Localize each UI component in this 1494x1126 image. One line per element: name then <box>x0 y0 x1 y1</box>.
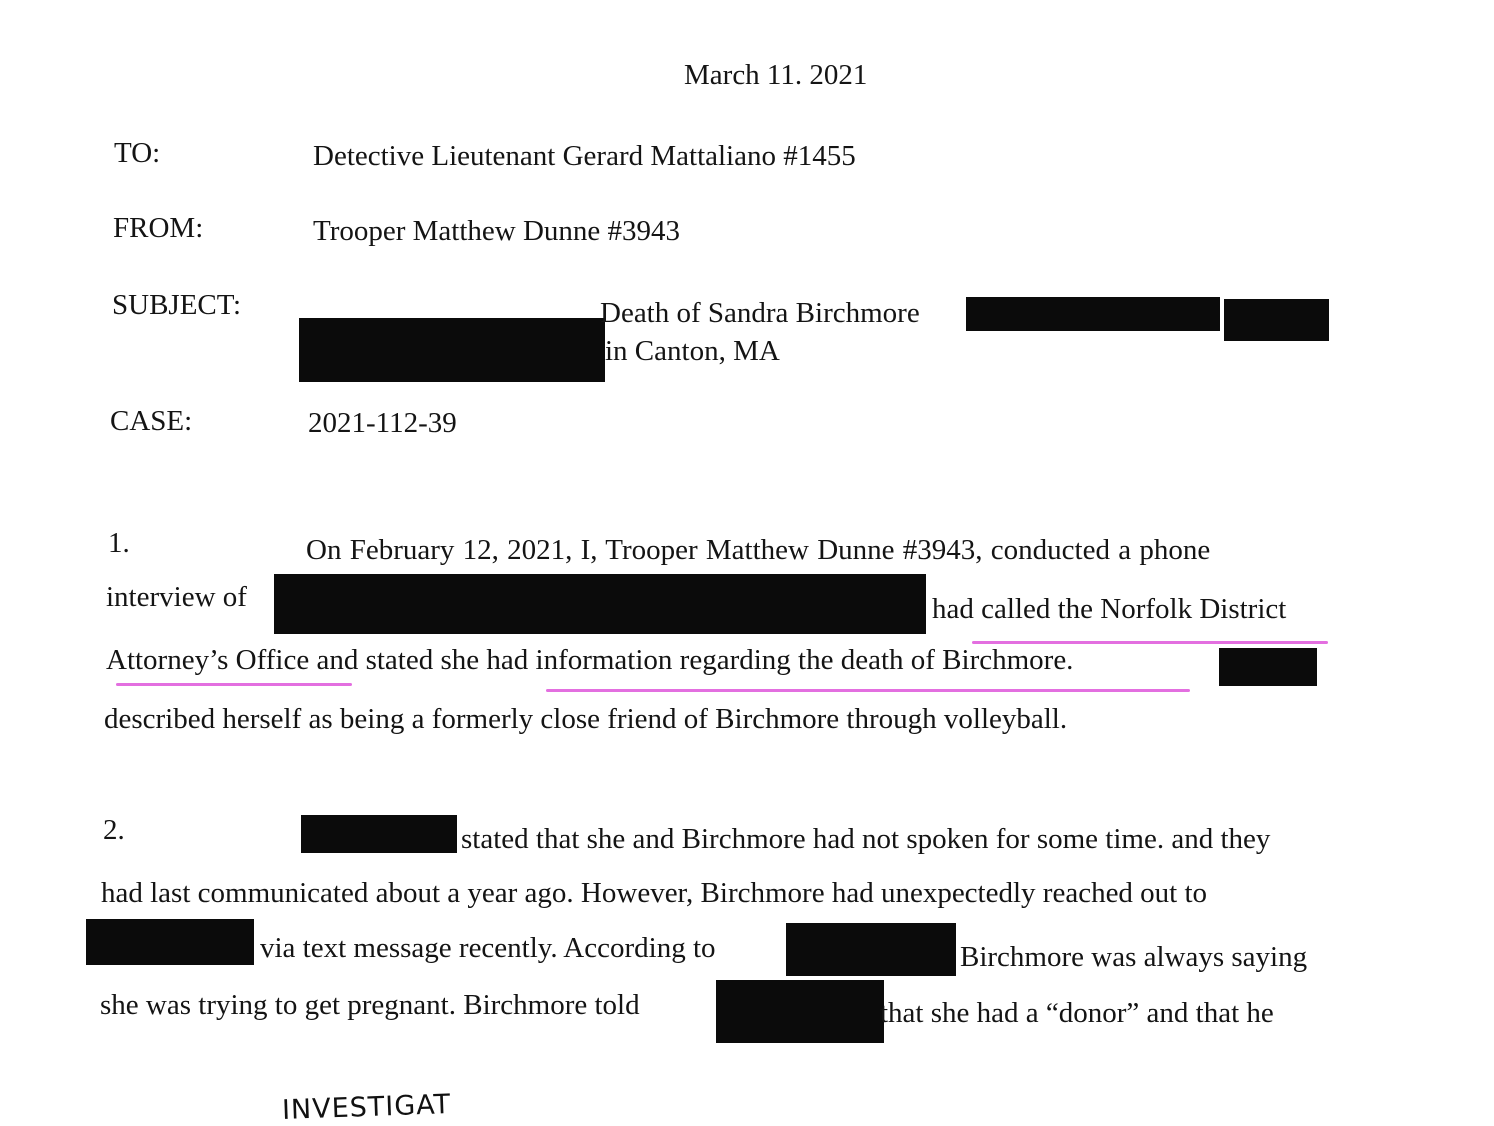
highlight-underline <box>116 683 352 686</box>
case-value: 2021-112-39 <box>308 407 457 439</box>
paragraph-number: 1. <box>108 527 130 559</box>
from-label: FROM: <box>113 212 204 244</box>
from-value: Trooper Matthew Dunne #3943 <box>313 215 681 247</box>
redaction-block <box>274 574 926 634</box>
paragraph-line: that she had a “donor” and that he <box>880 997 1274 1029</box>
paragraph-line: had called the Norfolk District <box>932 593 1287 625</box>
paragraph-line: Attorney’s Office and stated she had information regarding the death of Birchmore. <box>106 644 1074 676</box>
paragraph-line: had last communicated about a year ago. However, Birchmore had unexpectedly reached out to <box>101 877 1208 909</box>
redaction-block <box>716 980 884 1043</box>
to-value: Detective Lieutenant Gerard Mattaliano #1455 <box>313 140 856 172</box>
paragraph-number: 2. <box>103 814 125 846</box>
paragraph-line: via text message recently. According to <box>260 932 716 964</box>
redaction-block <box>1219 648 1317 686</box>
case-label: CASE: <box>110 405 193 437</box>
redaction-block <box>786 923 956 976</box>
redaction-block <box>299 318 605 382</box>
redaction-block <box>301 815 457 853</box>
subject-line-2: in Canton, MA <box>605 335 780 367</box>
subject-line-1: Death of Sandra Birchmore <box>600 297 920 329</box>
paragraph-line: interview of <box>106 581 247 613</box>
redaction-block <box>966 297 1220 331</box>
redaction-block <box>1224 299 1329 341</box>
paragraph-line: Birchmore was always saying <box>960 941 1308 973</box>
paragraph-line: described herself as being a formerly close friend of Birchmore through volleyball. <box>104 703 1068 735</box>
investigation-stamp: INVESTIGAT <box>281 1089 452 1126</box>
memo-date: March 11. 2021 <box>684 59 868 91</box>
paragraph-line: she was trying to get pregnant. Birchmore told <box>100 989 640 1021</box>
paragraph-line: stated that she and Birchmore had not spoken for some time. and they <box>461 823 1271 855</box>
redaction-block <box>86 919 254 965</box>
to-label: TO: <box>114 137 161 169</box>
paragraph-line: On February 12, 2021, I, Trooper Matthew Dunne #3943, conducted a phone <box>306 534 1211 566</box>
subject-label: SUBJECT: <box>112 289 242 321</box>
highlight-underline <box>546 689 1190 692</box>
